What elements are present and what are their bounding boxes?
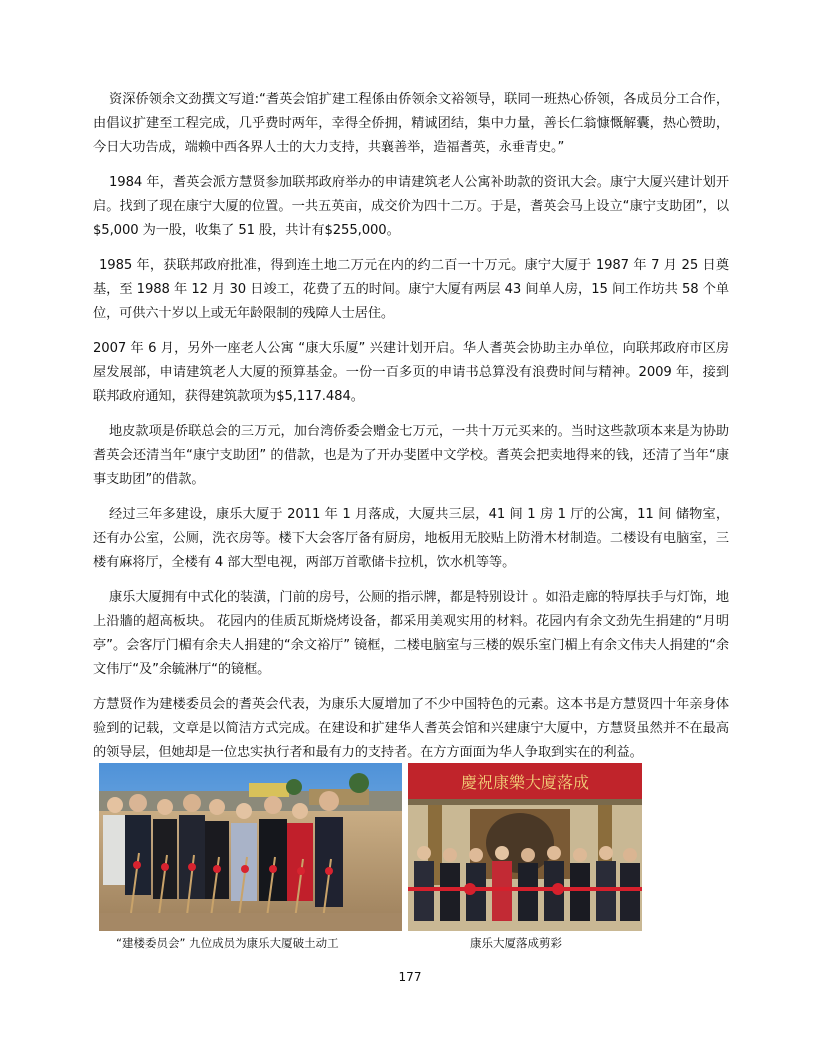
article-body	[93, 88, 729, 776]
ribbon-cutting-photo-image	[408, 763, 642, 931]
ribbon-cutting-photo	[408, 763, 642, 931]
ribbon-cutting-caption: 康乐大厦落成剪彩	[470, 936, 562, 950]
groundbreaking-caption: “建楼委员会” 九位成员为康乐大厦破土动工	[116, 936, 339, 950]
paragraph-8: 方慧贤作为建楼委员会的耆英会代表，为康乐大厦增加了不少中国特色的元素。这本书是方慧贤四十年亲身体验到的记载，文章是以简洁方式完成。在建设和扩建华人耆英会馆和兴建康宁大厦中，方慧贤虽然并不在最高的领导层，但她却是一位忠实执行者和最有力的支持者。在方方面面为华人争取到实在的利益。	[93, 697, 729, 760]
paragraph-3: 1985 年，获联邦政府批准，得到连土地二万元在内的约二百一十万元。康宁大厦于 1987 年 7 月 25 日奠基，至 1988 年 12 月 30 日竣工，花费了五的时间。康宁大厦有两层 43 间单人房，15 间工作坊共 58 个单位，可供六十岁以上或无年龄限制的残障人士居住。	[93, 258, 729, 321]
paragraph-7: 康乐大厦拥有中式化的装潢，门前的房号，公厕的指示牌，都是特别设计 。如沿走廊的特厚扶手与灯饰，地上沿牆的超高板块。 花园内的佳质瓦斯烧烤设备，都采用美观实用的材料。花园内有余文劲先生捐建的“月明亭”。会客厅门楣有余夫人捐建的“余文裕厅” 镜框，二楼电脑室与三楼的娱乐室门楣上有余文伟夫人捐建的“余文伟厅“及”余毓淋厅“的镜框。	[93, 590, 729, 677]
paragraph-5: 地皮款项是侨联总会的三万元，加台湾侨委会赠金七万元，一共十万元买来的。当时这些款项本来是为协助耆英会还清当年“康宁支助团” 的借款，也是为了开办斐匿中文学校。耆英会把卖地得来的钱，还清了当年“康事支助团”的借款。	[93, 424, 729, 487]
paragraph-4: 2007 年 6 月，另外一座老人公寓 “康大乐厦” 兴建计划开启。华人耆英会协助主办单位，向联邦政府市区房屋发展部，申请建筑老人大厦的预算基金。一份一百多页的申请书总算没有浪费时间与精神。2009 年，接到联邦政府通知，获得建筑款项为$5,117.484。	[93, 341, 729, 404]
paragraph-6: 经过三年多建设，康乐大厦于 2011 年 1 月落成，大厦共三层，41 间 1 房 1 厅的公寓，11 间 储物室，还有办公室，公厕，洗衣房等。楼下大会客厅备有厨房，地板用无胶贴上防滑木材制造。二楼设有电脑室，三楼有麻将厅，全楼有 4 部大型电视，两部万首歌储卡拉机，饮水机等等。	[93, 507, 729, 570]
paragraph-1: 资深侨领余文劲撰文写道:“耆英会馆扩建工程係由侨领余文裕领导，联同一班热心侨领，各成员分工合作，由倡议扩建至工程完成，几乎费时两年，幸得全侨拥，精诚团结，集中力量，善长仁翁慷慨解囊，热心赞助，今日大功告成，端赖中西各界人士的大力支持，共襄善举，造福耆英，永垂青史。”	[93, 92, 729, 155]
page-number: 177	[398, 970, 422, 984]
paragraph-2: 1984 年，耆英会派方慧贤参加联邦政府举办的申请建筑老人公寓补助款的资讯大会。康宁大厦兴建计划开启。找到了现在康宁大厦的位置。一共五英亩，成交价为四十二万。于是，耆英会马上设立“康宁支助团”，以$5,000 为一股，收集了 51 股，共计有$255,000。	[93, 175, 729, 238]
groundbreaking-photo	[99, 763, 402, 931]
groundbreaking-photo-image	[99, 763, 402, 931]
ribbon-banner-text: 慶祝康樂大廈落成	[460, 773, 590, 792]
